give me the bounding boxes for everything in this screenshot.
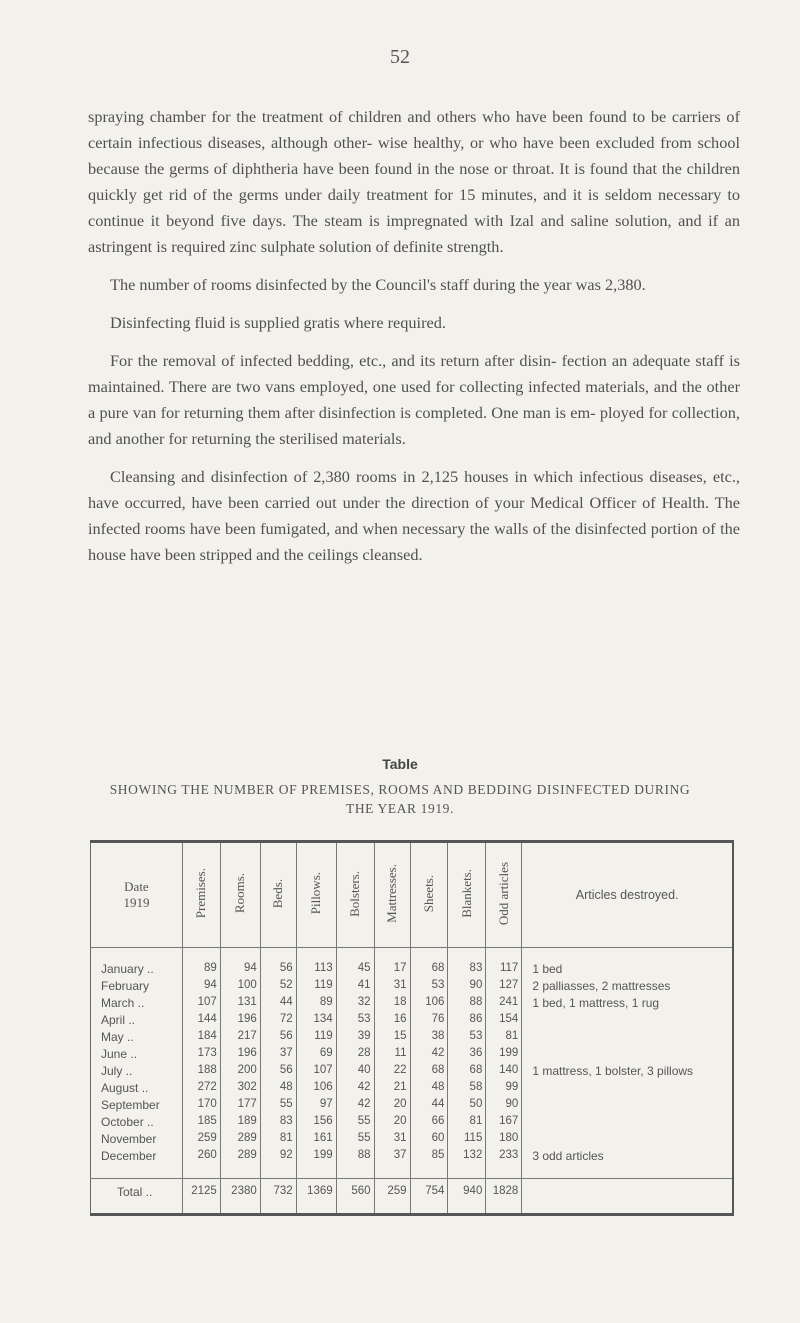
- row-value: 140: [486, 1064, 522, 1081]
- row-value: 76: [410, 1013, 448, 1030]
- row-value: 50: [448, 1098, 486, 1115]
- row-articles-destroyed: 2 palliasses, 2 mattresses: [522, 979, 733, 996]
- paragraph-cleansing: Cleansing and disinfection of 2,380 rooms in 2,125 houses in which infectious diseases, etc., have occurred, have been carried out under the direction of your Medical Officer of Health. The infected rooms have been fumigated, and when necessary the walls of the disinfected portion of the house have been stripped and the ceilings cleansed.: [88, 467, 740, 564]
- row-value: 184: [182, 1030, 220, 1047]
- row-value: 92: [260, 1149, 296, 1166]
- row-value: 21: [374, 1081, 410, 1098]
- row-month: November: [101, 1132, 157, 1146]
- row-value: 173: [182, 1047, 220, 1064]
- row-value: 115: [448, 1132, 486, 1149]
- row-value: 144: [182, 1013, 220, 1030]
- page-number: 52: [390, 46, 410, 68]
- row-month: January ..: [101, 962, 154, 976]
- row-value: 196: [220, 1013, 260, 1030]
- row-value: 37: [260, 1047, 296, 1064]
- row-value: 189: [220, 1115, 260, 1132]
- row-value: 52: [260, 979, 296, 996]
- row-value: 289: [220, 1149, 260, 1166]
- row-value: 185: [182, 1115, 220, 1132]
- table-row: [91, 1013, 734, 1030]
- date-header: [91, 842, 183, 948]
- date-header-label: Date: [124, 879, 149, 894]
- row-value: 107: [296, 1064, 336, 1081]
- row-value: 180: [486, 1132, 522, 1149]
- row-value: 66: [410, 1115, 448, 1132]
- row-value: 127: [486, 979, 522, 996]
- row-value: 45: [336, 948, 374, 980]
- row-value: 154: [486, 1013, 522, 1030]
- row-value: 32: [336, 996, 374, 1013]
- row-articles-destroyed: [522, 1047, 733, 1064]
- row-value: 16: [374, 1013, 410, 1030]
- table-header-row: [91, 842, 734, 948]
- row-value: 81: [448, 1115, 486, 1132]
- total-destroyed-empty: [522, 1179, 733, 1215]
- table-row: [91, 979, 734, 996]
- row-value: 11: [374, 1047, 410, 1064]
- row-value: 39: [336, 1030, 374, 1047]
- total-value: 940: [448, 1179, 486, 1215]
- row-value: 90: [486, 1098, 522, 1115]
- row-value: 177: [220, 1098, 260, 1115]
- row-month: April ..: [101, 1013, 136, 1027]
- paragraph-disinfecting-fluid: Disinfecting fluid is supplied gratis where required.: [110, 313, 446, 332]
- row-value: 68: [410, 948, 448, 980]
- col-header-pillows: Pillows.: [296, 842, 336, 948]
- row-value: 119: [296, 979, 336, 996]
- col-header-mattresses: Mattresses.: [374, 842, 410, 948]
- row-value: 289: [220, 1132, 260, 1149]
- row-value: 18: [374, 996, 410, 1013]
- row-value: 22: [374, 1064, 410, 1081]
- total-row: [91, 1179, 734, 1215]
- col-header-bolsters: Bolsters.: [336, 842, 374, 948]
- row-value: 188: [182, 1064, 220, 1081]
- row-value: 31: [374, 1132, 410, 1149]
- total-label: Total ..: [91, 1179, 183, 1215]
- table-row: [91, 1030, 734, 1047]
- row-articles-destroyed: 1 bed, 1 mattress, 1 rug: [522, 996, 733, 1013]
- row-articles-destroyed: 1 mattress, 1 bolster, 3 pillows: [522, 1064, 733, 1081]
- row-value: 17: [374, 948, 410, 980]
- table-row: [91, 996, 734, 1013]
- row-value: 20: [374, 1098, 410, 1115]
- table-row: [91, 1047, 734, 1064]
- row-value: 58: [448, 1081, 486, 1098]
- row-value: 81: [486, 1030, 522, 1047]
- row-month: May ..: [101, 1030, 134, 1044]
- col-header-sheets: Sheets.: [410, 842, 448, 948]
- total-value: 560: [336, 1179, 374, 1215]
- table-row: [91, 1098, 734, 1115]
- row-value: 117: [486, 948, 522, 980]
- row-value: 107: [182, 996, 220, 1013]
- year-header-label: 1919: [123, 895, 150, 910]
- row-value: 56: [260, 1030, 296, 1047]
- row-value: 241: [486, 996, 522, 1013]
- disinfection-table: [90, 840, 734, 1216]
- row-value: 44: [260, 996, 296, 1013]
- row-month: July ..: [101, 1064, 133, 1078]
- row-value: 20: [374, 1115, 410, 1132]
- row-value: 15: [374, 1030, 410, 1047]
- col-header-odd-articles: Odd articles: [486, 842, 522, 948]
- row-value: 55: [336, 1132, 374, 1149]
- row-value: 85: [410, 1149, 448, 1166]
- row-value: 113: [296, 948, 336, 980]
- row-value: 131: [220, 996, 260, 1013]
- row-articles-destroyed: 1 bed: [522, 948, 733, 980]
- row-value: 89: [296, 996, 336, 1013]
- row-value: 119: [296, 1030, 336, 1047]
- row-value: 99: [486, 1081, 522, 1098]
- row-value: 28: [336, 1047, 374, 1064]
- row-value: 60: [410, 1132, 448, 1149]
- row-value: 167: [486, 1115, 522, 1132]
- row-value: 94: [182, 979, 220, 996]
- row-value: 68: [448, 1064, 486, 1081]
- row-value: 200: [220, 1064, 260, 1081]
- row-value: 259: [182, 1132, 220, 1149]
- row-value: 161: [296, 1132, 336, 1149]
- paragraph-spraying-chamber: spraying chamber for the treatment of children and others who have been found to be carriers of certain infectious diseases, although other- wise healthy, or who have been excluded from school because the germs of diphtheria have been found in the nose or throat. It is found that the children quickly get rid of the germs under daily treatment for 15 minutes, and it is seldom necessary to continue it beyond five days. The steam is impregnated with Izal and saline solution, and if an astringent is required zinc sulphate solution of definite strength.: [88, 107, 740, 256]
- total-value: 1828: [486, 1179, 522, 1215]
- row-value: 196: [220, 1047, 260, 1064]
- row-value: 36: [448, 1047, 486, 1064]
- row-value: 217: [220, 1030, 260, 1047]
- row-articles-destroyed: [522, 1081, 733, 1098]
- row-value: 170: [182, 1098, 220, 1115]
- row-value: 233: [486, 1149, 522, 1166]
- table-row: [91, 1115, 734, 1132]
- table-row: [91, 1132, 734, 1149]
- total-value: 259: [374, 1179, 410, 1215]
- row-month: December: [101, 1149, 157, 1163]
- row-month: June ..: [101, 1047, 138, 1061]
- col-header-beds: Beds.: [260, 842, 296, 948]
- paragraph-bedding-removal: For the removal of infected bedding, etc., and its return after disin- fection an adequate staff is maintained. There are two vans employed, one used for collecting infected materials, and the other a pure van for returning them after disinfection is completed. One man is em- ployed for collection, and another for returning the sterilised materials.: [88, 351, 740, 448]
- col-header-articles-destroyed: Articles destroyed.: [522, 842, 733, 948]
- row-value: 302: [220, 1081, 260, 1098]
- row-value: 41: [336, 979, 374, 996]
- row-value: 97: [296, 1098, 336, 1115]
- row-value: 88: [336, 1149, 374, 1166]
- row-articles-destroyed: [522, 1115, 733, 1132]
- row-value: 106: [296, 1081, 336, 1098]
- row-value: 44: [410, 1098, 448, 1115]
- row-value: 272: [182, 1081, 220, 1098]
- table-row: [91, 1064, 734, 1081]
- row-value: 53: [448, 1030, 486, 1047]
- row-articles-destroyed: [522, 1013, 733, 1030]
- row-value: 56: [260, 948, 296, 980]
- row-value: 48: [410, 1081, 448, 1098]
- row-value: 72: [260, 1013, 296, 1030]
- row-value: 31: [374, 979, 410, 996]
- row-articles-destroyed: [522, 1098, 733, 1115]
- col-header-blankets: Blankets.: [448, 842, 486, 948]
- total-value: 2125: [182, 1179, 220, 1215]
- row-value: 132: [448, 1149, 486, 1166]
- table-subtitle: SHOWING THE NUMBER OF PREMISES, ROOMS AND BEDDING DISINFECTED DURING THE YEAR 1919.: [109, 782, 691, 816]
- row-articles-destroyed: [522, 1132, 733, 1149]
- row-month: August ..: [101, 1081, 149, 1095]
- table-heading: Table: [382, 756, 418, 772]
- col-header-rooms: Rooms.: [220, 842, 260, 948]
- row-value: 86: [448, 1013, 486, 1030]
- table-row: [91, 1149, 734, 1166]
- row-value: 199: [296, 1149, 336, 1166]
- row-value: 94: [220, 948, 260, 980]
- total-value: 754: [410, 1179, 448, 1215]
- row-value: 83: [448, 948, 486, 980]
- row-value: 42: [336, 1081, 374, 1098]
- total-value: 1369: [296, 1179, 336, 1215]
- row-value: 88: [448, 996, 486, 1013]
- row-value: 40: [336, 1064, 374, 1081]
- row-value: 156: [296, 1115, 336, 1132]
- row-value: 42: [336, 1098, 374, 1115]
- row-value: 42: [410, 1047, 448, 1064]
- row-month: March ..: [101, 996, 145, 1010]
- row-value: 38: [410, 1030, 448, 1047]
- total-value: 732: [260, 1179, 296, 1215]
- row-value: 69: [296, 1047, 336, 1064]
- row-articles-destroyed: 3 odd articles: [522, 1149, 733, 1166]
- total-value: 2380: [220, 1179, 260, 1215]
- row-articles-destroyed: [522, 1030, 733, 1047]
- row-value: 53: [410, 979, 448, 996]
- table-row: [91, 948, 734, 980]
- body-text: [88, 104, 740, 580]
- row-value: 81: [260, 1132, 296, 1149]
- row-value: 55: [260, 1098, 296, 1115]
- row-value: 56: [260, 1064, 296, 1081]
- row-value: 260: [182, 1149, 220, 1166]
- row-value: 68: [410, 1064, 448, 1081]
- row-value: 37: [374, 1149, 410, 1166]
- paragraph-rooms-disinfected: The number of rooms disinfected by the Council's staff during the year was 2,380.: [110, 275, 646, 294]
- table-row: [91, 1081, 734, 1098]
- row-value: 199: [486, 1047, 522, 1064]
- row-value: 134: [296, 1013, 336, 1030]
- row-month: February: [101, 979, 150, 993]
- row-value: 55: [336, 1115, 374, 1132]
- row-month: September: [101, 1098, 160, 1112]
- row-month: October ..: [101, 1115, 154, 1129]
- row-value: 106: [410, 996, 448, 1013]
- row-value: 83: [260, 1115, 296, 1132]
- row-value: 48: [260, 1081, 296, 1098]
- col-header-premises: Premises.: [182, 842, 220, 948]
- table-gap-row: [91, 1166, 734, 1179]
- row-value: 90: [448, 979, 486, 996]
- row-value: 89: [182, 948, 220, 980]
- row-value: 53: [336, 1013, 374, 1030]
- row-value: 100: [220, 979, 260, 996]
